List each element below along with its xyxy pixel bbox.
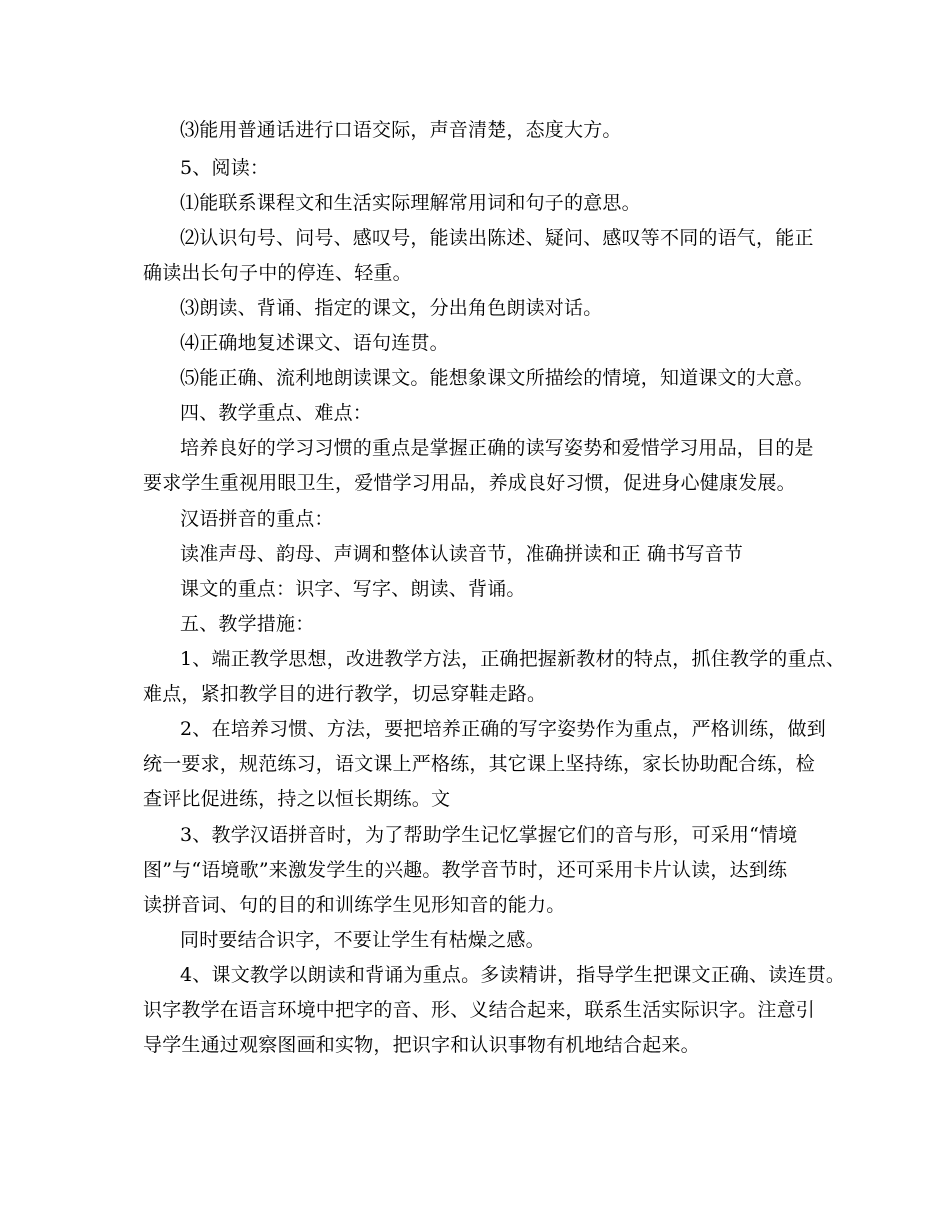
section-heading: 五、教学措施：: [180, 613, 315, 635]
text-line: ⑵认识句号、问号、感叹号，能读出陈述、疑问、感叹等不同的语气，能正: [180, 227, 814, 249]
text-line: 导学生通过观察图画和实物，把识字和认识事物有机地结合起来。: [143, 1034, 700, 1056]
text-line: 课文的重点：识字、写字、朗读、背诵。: [180, 578, 526, 600]
text-line: 同时要结合识字，不要让学生有枯燥之感。: [180, 929, 545, 951]
text-line: 图”与“语境歌”来激发学生的兴趣。教学音节时，还可采用卡片认读，达到练: [143, 859, 788, 881]
text-line: 培养良好的学习习惯的重点是掌握正确的读写姿势和爱惜学习用品，目的是: [180, 437, 814, 459]
text-line: ⑶朗读、背诵、指定的课文，分出角色朗读对话。: [180, 297, 603, 319]
text-line: 要求学生重视用眼卫生，爱惜学习用品，养成良好习惯，促进身心健康发展。: [143, 472, 796, 494]
text-line: 查评比促进练，持之以恒长期练。文: [143, 788, 451, 810]
section-heading: 四、教学重点、难点：: [180, 402, 373, 424]
text-line: 1、端正教学思想，改进教学方法，正确把握新教材的特点，抓住教学的重点、: [180, 648, 846, 670]
text-line: 读准声母、韵母、声调和整体认读音节，准确拼读和正 确书写音节: [180, 543, 744, 565]
text-line: 3、教学汉语拼音时，为了帮助学生记忆掌握它们的音与形，可采用“情境: [180, 824, 798, 846]
text-line: 难点，紧扣教学目的进行教学，切忌穿鞋走路。: [143, 683, 547, 705]
text-line: ⑴能联系课程文和生活实际理解常用词和句子的意思。: [180, 192, 641, 214]
text-line: 5、阅读：: [180, 157, 270, 179]
text-line: 确读出长句子中的停连、轻重。: [143, 262, 412, 284]
text-line: ⑸能正确、流利地朗读课文。能想象课文所描绘的情境，知道课文的大意。: [180, 367, 814, 389]
text-line: 识字教学在语言环境中把字的音、形、义结合起来，联系生活实际识字。注意引: [143, 999, 816, 1021]
text-line: 统一要求，规范练习，语文课上严格练，其它课上坚持练，家长协助配合练，检: [143, 753, 816, 775]
text-line: 4、课文教学以朗读和背诵为重点。多读精讲，指导学生把课文正确、读连贯。: [180, 964, 846, 986]
text-line: 读拼音词、句的目的和训练学生见形知音的能力。: [143, 894, 566, 916]
text-line: 汉语拼音的重点：: [180, 508, 334, 530]
text-line: ⑷正确地复述课文、语句连贯。: [180, 332, 449, 354]
text-line: 2、在培养习惯、方法，要把培养正确的写字姿势作为重点，严格训练，做到: [180, 718, 826, 740]
text-line: ⑶能用普通话进行口语交际，声音清楚，态度大方。: [180, 119, 622, 141]
